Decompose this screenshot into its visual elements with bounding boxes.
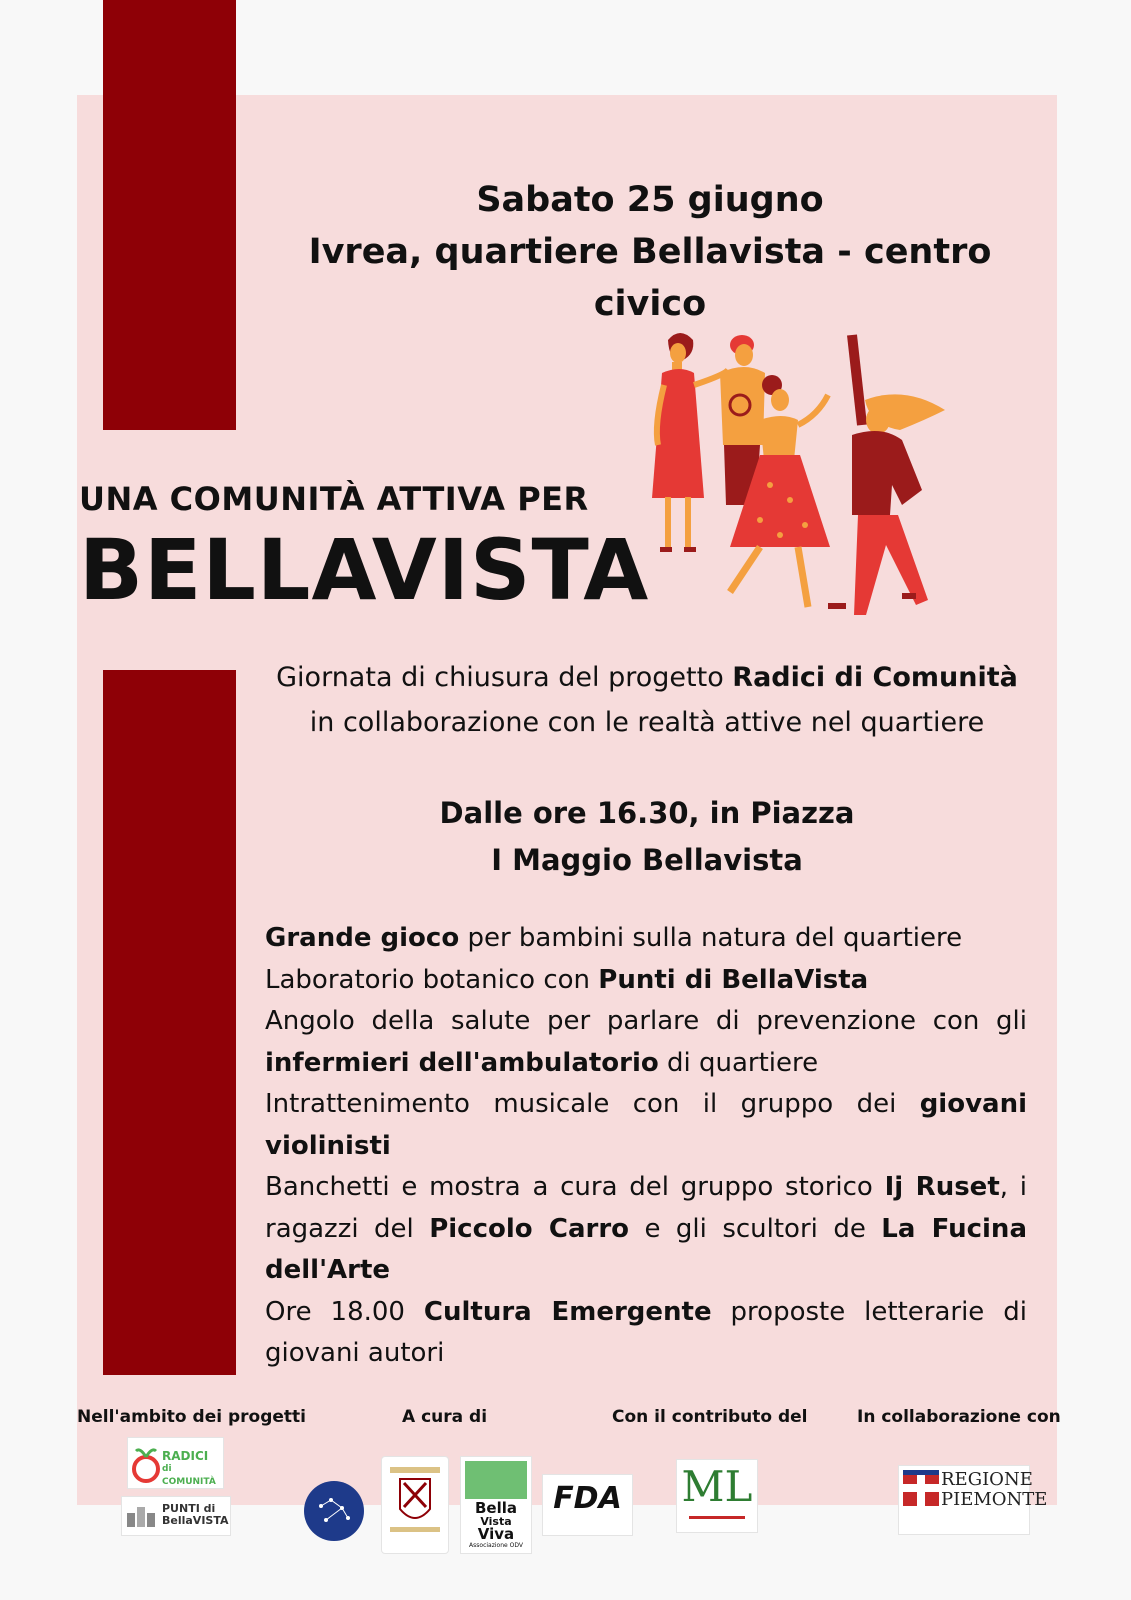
program-item	[265, 1001, 1027, 1084]
title-line-2: BELLAVISTA	[79, 521, 650, 619]
intro-line-1-text: Giornata di chiusura del progetto	[276, 662, 733, 693]
radici-logo-icon	[131, 1443, 161, 1483]
program-text: Intrattenimento musicale con il gruppo dei	[265, 1089, 920, 1119]
ministero-logo-text: ML	[681, 1462, 753, 1511]
houses-icon	[125, 1501, 157, 1531]
intro-text	[262, 655, 1032, 745]
footer-label-curated: A cura di	[402, 1407, 488, 1427]
ministero-logo-stripe	[689, 1516, 745, 1519]
program-bold: infermieri dell'ambulatorio	[265, 1047, 659, 1078]
program-text: di quartiere	[658, 1047, 819, 1078]
bella-vista-viva-logo	[460, 1456, 532, 1554]
program-bold: Grande gioco	[265, 923, 460, 953]
event-date-location	[265, 174, 1035, 330]
figure-woman-arm-raised	[828, 335, 945, 615]
program-bold: Piccolo Carro	[429, 1213, 630, 1244]
decorative-bar-bottom	[103, 670, 236, 1375]
program-item	[265, 1292, 1027, 1375]
coat-of-arms-icon	[382, 1457, 448, 1553]
regione-piemonte-logo	[898, 1465, 1048, 1535]
title-line-1: UNA COMUNITÀ ATTIVA PER	[79, 480, 589, 518]
regione-logo-text-1: REGIONE	[941, 1469, 1033, 1490]
decorative-bar-top	[103, 0, 236, 430]
dancing-people-illustration	[640, 325, 970, 630]
ij-ruset-logo	[381, 1456, 449, 1554]
bvv-text-1: Bella	[474, 1499, 517, 1517]
program-bold: La Fucina dell'Arte	[265, 1213, 1027, 1285]
punti-di-bellavista-logo	[121, 1496, 231, 1536]
footer-label-projects: Nell'ambito dei progetti	[77, 1407, 306, 1427]
bvv-text-4: Associazione ODV	[469, 1542, 523, 1549]
program-text: e gli scultori de	[629, 1213, 882, 1244]
schedule-line-1: Dalle ore 16.30, in Piazza	[439, 796, 855, 830]
fda-logo-text: FDA	[553, 1481, 622, 1516]
ministero-lavoro-logo	[676, 1459, 758, 1533]
punti-logo-text-1: PUNTI di	[162, 1502, 216, 1515]
bella-vista-viva-houses	[465, 1461, 527, 1499]
intro-project-name: Radici di Comunità	[732, 662, 1018, 693]
footer-label-contribution: Con il contributo del	[612, 1407, 808, 1427]
program-list	[265, 918, 1027, 1375]
footer-label-collaboration: In collaborazione con	[857, 1407, 1061, 1427]
program-text: Laboratorio botanico con	[265, 964, 599, 995]
radici-logo-text-2: di COMUNITÀ	[162, 1464, 216, 1487]
program-text: Ore 18.00	[265, 1296, 424, 1327]
event-location: Ivrea, quartiere Bellavista - centro civico	[308, 232, 992, 324]
bvv-text-2: Vista	[480, 1515, 512, 1528]
program-item	[265, 960, 1027, 1002]
figure-woman-dress	[652, 333, 728, 552]
program-item	[265, 1167, 1027, 1292]
radici-di-comunita-logo	[127, 1437, 224, 1489]
schedule-text	[262, 790, 1032, 884]
piemonte-flag-icon	[903, 1470, 939, 1506]
radici-logo-text-1: RADICI	[162, 1449, 209, 1463]
schedule-line-2: I Maggio Bellavista	[491, 843, 803, 877]
program-item	[265, 918, 1027, 960]
event-date: Sabato 25 giugno	[476, 180, 824, 220]
piccolo-carro-logo	[296, 1478, 372, 1544]
intro-line-1	[262, 655, 1032, 700]
program-bold: Cultura Emergente	[423, 1296, 712, 1327]
program-text: per bambini sulla natura del quartiere	[459, 923, 963, 953]
bvv-text-3: Viva	[477, 1525, 515, 1543]
intro-line-2: in collaborazione con le realtà attive nel quartiere	[309, 707, 985, 738]
program-item	[265, 1084, 1027, 1167]
program-text: , i ragazzi del	[265, 1172, 1027, 1244]
program-bold: Ij Ruset	[884, 1172, 1000, 1202]
program-text: proposte letterarie di giovani autori	[265, 1296, 1027, 1368]
regione-logo-text-2: PIEMONTE	[941, 1489, 1048, 1510]
punti-logo-text-2: BellaVISTA	[162, 1514, 229, 1527]
program-text: Angolo della salute per parlare di prevenzione con gli	[265, 1006, 1027, 1036]
fda-logo	[542, 1474, 633, 1536]
program-bold: Punti di BellaVista	[598, 964, 869, 995]
program-text: Banchetti e mostra a cura del gruppo storico	[265, 1172, 885, 1202]
program-bold: giovani violinisti	[265, 1089, 1027, 1161]
